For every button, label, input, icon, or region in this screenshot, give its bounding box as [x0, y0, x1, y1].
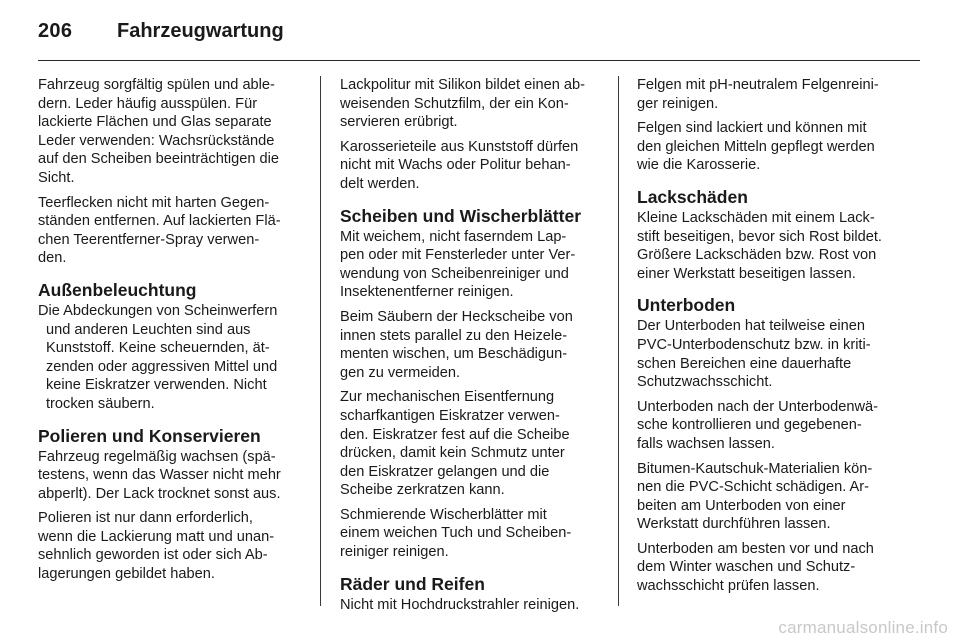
paragraph-winter-wash: Unterboden am besten vor und nach dem Winter waschen und Schutz- wachsschicht prüfen lassen.	[637, 540, 874, 595]
column-divider-1	[320, 76, 321, 606]
paragraph-bitumen: Bitumen-Kautschuk-Materialien kön- nen die PVC-Schicht schädigen. Ar- beiten am Unterboden von einer Werkstatt durchführen lassen.	[637, 460, 873, 533]
paragraph-underbody-wash: Unterboden nach der Unterbodenwä- sche kontrollieren und gegebenen- falls wachsen lassen.	[637, 398, 878, 452]
heading-underbody: Unterboden	[637, 295, 736, 316]
paragraph-underbody-protection: Der Unterboden hat teilweise einen PVC-Unterbodenschutz bzw. in kriti- schen Bereichen eine dauerhafte Schutzwachsschicht.	[637, 318, 871, 391]
page-title: Fahrzeugwartung	[117, 20, 284, 42]
paragraph-polishing: Polieren ist nur dann erforderlich, wenn die Lackierung matt und unan- sehnlich geworden ist oder sich Ab- lagerungen gebildet haben.	[38, 510, 275, 583]
column-2	[340, 76, 610, 620]
heading-exterior-lighting: Außenbeleuchtung	[38, 279, 197, 300]
paragraph-waxing: Fahrzeug regelmäßig wachsen (spä- testens, wenn das Wasser nicht mehr abperlt). Der Lack trocknet sonst aus.	[38, 448, 281, 502]
column-1	[38, 76, 308, 590]
column-divider-2	[618, 76, 619, 606]
watermark: carmanualsonline.info	[778, 618, 948, 637]
paragraph-tar-stains: Teerflecken nicht mit harten Gegen- ständen entfernen. Auf lackierten Flä- chen Teerentferner-Spray verwen- den.	[38, 194, 281, 267]
paragraph-silicone-polish: Lackpolitur mit Silikon bildet einen ab- weisenden Schutzfilm, der ein Kon- servieren erübrigt.	[340, 77, 585, 131]
column-3	[637, 76, 907, 602]
heading-paint-damage: Lackschäden	[637, 186, 748, 207]
paragraph-exterior-lighting: Die Abdeckungen von Scheinwerfern und anderen Leuchten sind aus Kunststoff. Keine scheuernden, ät- zenden oder aggressiven Mittel und keine Eiskratzer verwenden. Nicht trocken säubern.	[38, 302, 278, 412]
heading-windows-wipers: Scheiben und Wischerblätter	[340, 205, 582, 226]
heading-polishing: Polieren und Konservieren	[38, 425, 261, 446]
paragraph-rinse: Fahrzeug sorgfältig spülen und able- dern. Leder häufig ausspülen. Für lackierte Flächen und Glas separate Leder verwenden: Wachsrückstände auf den Scheiben beeinträchtigen die Sicht.	[38, 77, 279, 186]
page-header	[38, 16, 920, 61]
paragraph-rear-window: Beim Säubern der Heckscheibe von innen stets parallel zu den Heizele- menten wischen, um Beschädigun- gen zu vermeiden.	[340, 308, 573, 381]
page-number: 206	[38, 20, 73, 42]
paragraph-plastic-parts: Karosserieteile aus Kunststoff dürfen nicht mit Wachs oder Politur behan- delt werden.	[340, 138, 579, 192]
paragraph-paint-damage: Kleine Lackschäden mit einem Lack- stift beseitigen, bevor sich Rost bildet. Größere Lackschäden bzw. Rost von einer Werkstatt beseitigen lassen.	[637, 209, 882, 282]
paragraph-rims-painted: Felgen sind lackiert und können mit den gleichen Mitteln gepflegt werden wie die Karosserie.	[637, 120, 875, 174]
paragraph-rim-cleaner: Felgen mit pH-neutralem Felgenreini- ger reinigen.	[637, 77, 879, 112]
paragraph-ice-removal: Zur mechanischen Eisentfernung scharfkantigen Eiskratzer verwen- den. Eiskratzer fest auf die Scheibe drücken, damit kein Schmutz unter den Eiskratzer gelangen und die Scheibe zerkratzen kann.	[340, 389, 570, 499]
heading-wheels-tyres: Räder und Reifen	[340, 573, 485, 594]
paragraph-wiper-blades: Schmierende Wischerblätter mit einem weichen Tuch und Scheiben- reiniger reinigen.	[340, 506, 572, 561]
paragraph-high-pressure: Nicht mit Hochdruckstrahler reinigen.	[340, 596, 580, 613]
paragraph-window-cleaning: Mit weichem, nicht faserndem Lap- pen oder mit Fensterleder unter Ver- wendung von Scheibenreiniger und Insektenentferner reinigen.	[340, 228, 576, 301]
